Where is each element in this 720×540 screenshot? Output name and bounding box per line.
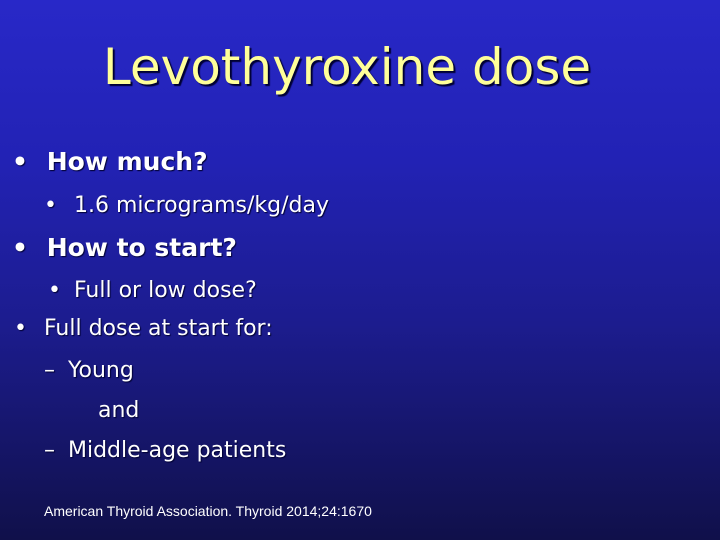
dash-icon: – [44, 358, 55, 383]
continuation-text: and [98, 398, 140, 423]
dash-item-middle-age [44, 438, 286, 463]
bullet-icon: • [48, 278, 61, 303]
bullet-text: How to start? [46, 233, 237, 262]
bullet-icon: • [14, 316, 27, 341]
dash-icon: – [44, 438, 55, 463]
bullet-text: How much? [46, 147, 208, 176]
continuation-and [98, 398, 139, 423]
slide-title: Levothyroxine dose [102, 38, 592, 96]
bullet-text: 1.6 micrograms/kg/day [73, 193, 330, 218]
sub-bullet-dose [44, 193, 329, 218]
bullet-icon: • [12, 147, 28, 176]
bullet-text: Full or low dose? [73, 278, 257, 303]
dash-text: Middle-age patients [68, 438, 287, 463]
dash-text: Young [68, 358, 134, 383]
bullet-icon: • [12, 233, 28, 262]
bullet-text: Full dose at start for: [43, 316, 273, 341]
citation: American Thyroid Association. Thyroid 2014;24:1670 [44, 503, 372, 519]
dash-item-young [44, 358, 134, 383]
sub-bullet-full-or-low [48, 278, 257, 303]
bullet-how-much [12, 147, 208, 176]
bullet-full-dose [14, 316, 273, 341]
bullet-how-to-start [12, 233, 237, 262]
bullet-icon: • [44, 193, 57, 218]
